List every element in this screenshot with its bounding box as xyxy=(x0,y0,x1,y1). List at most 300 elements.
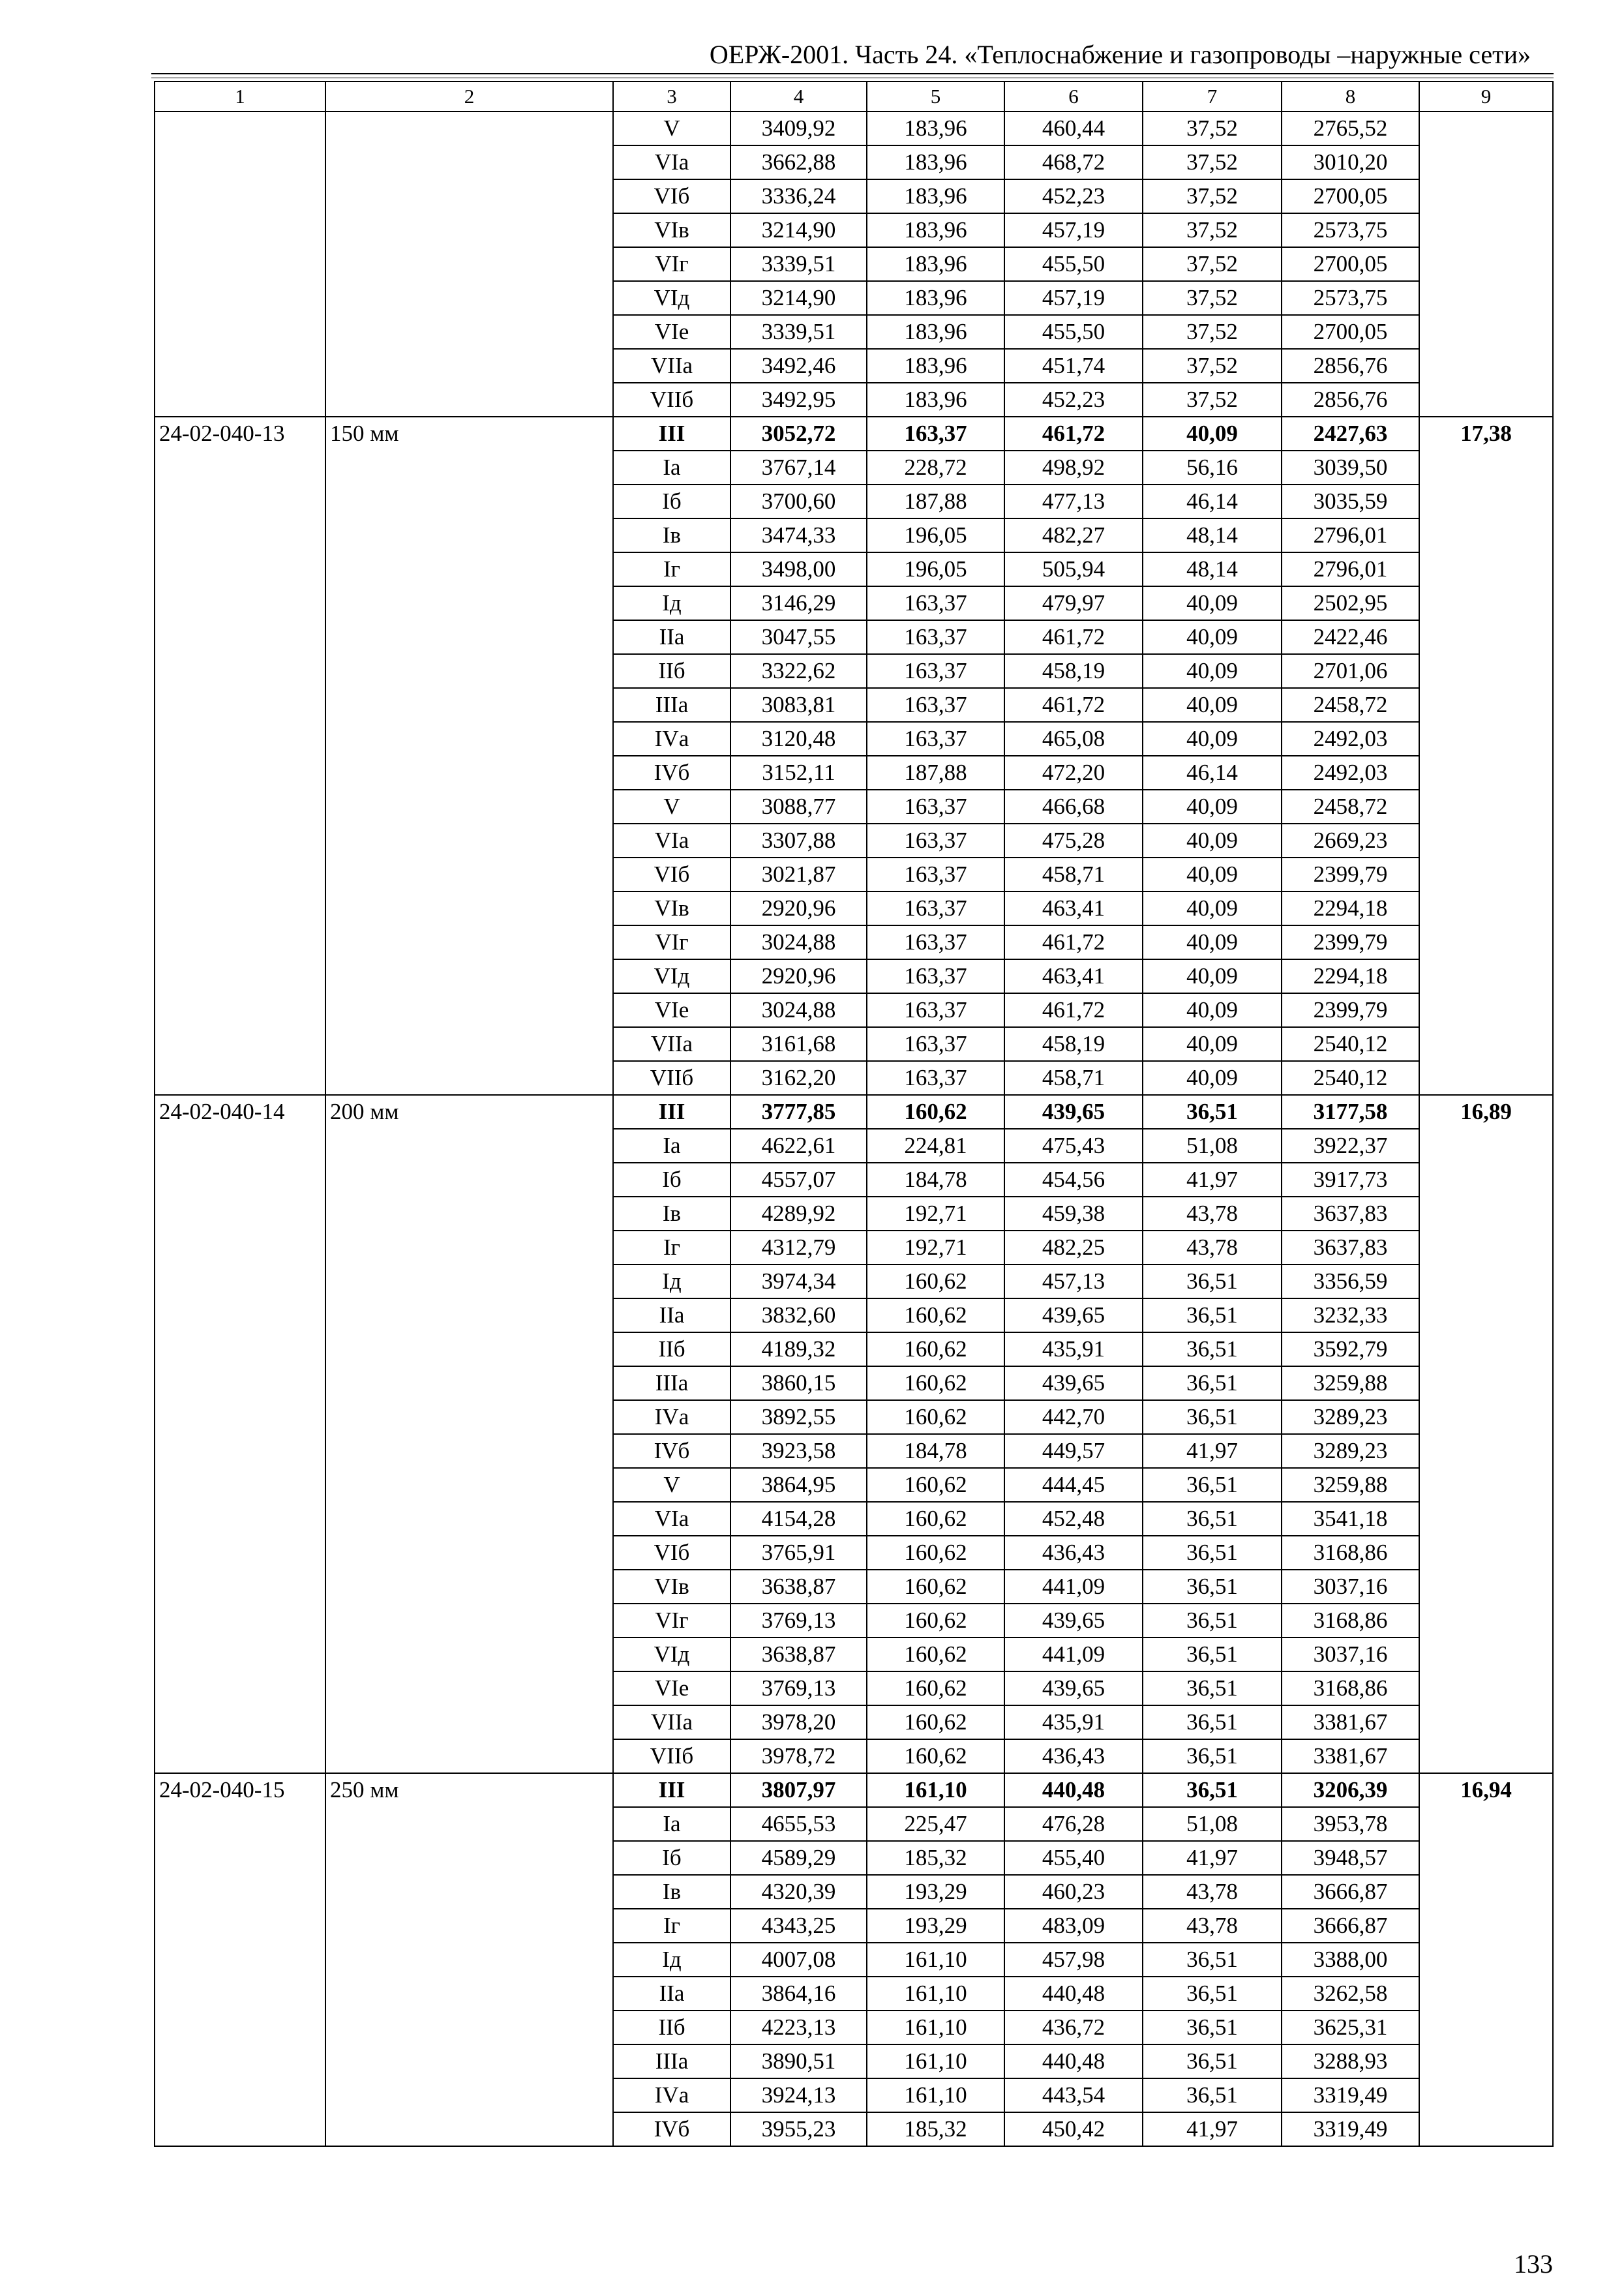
value-cell: 439,65 xyxy=(1004,1298,1143,1332)
value-cell: 3214,90 xyxy=(730,281,867,315)
value-cell: IIIа xyxy=(613,1366,730,1400)
page-header: ОЕРЖ-2001. Часть 24. «Теплоснабжение и газопроводы –наружные сети» xyxy=(709,40,1531,69)
value-cell: 3307,88 xyxy=(730,824,867,858)
value-cell: 457,19 xyxy=(1004,281,1143,315)
value-cell: 3319,49 xyxy=(1282,2112,1419,2146)
value-cell: IIа xyxy=(613,1298,730,1332)
value-cell: 3769,13 xyxy=(730,1671,867,1705)
value-cell: 468,72 xyxy=(1004,145,1143,179)
value-cell: 442,70 xyxy=(1004,1400,1143,1434)
rates-table-container xyxy=(154,81,1552,2147)
value-cell: 3339,51 xyxy=(730,315,867,349)
value-cell: 160,62 xyxy=(867,1570,1004,1604)
value-cell: 160,62 xyxy=(867,1604,1004,1638)
column-number-row xyxy=(155,82,1553,112)
value-cell: 36,51 xyxy=(1143,1400,1282,1434)
value-cell: 3777,85 xyxy=(730,1095,867,1129)
value-cell: 183,96 xyxy=(867,383,1004,417)
value-cell: 3146,29 xyxy=(730,586,867,620)
value-cell: 2856,76 xyxy=(1282,349,1419,383)
value-cell: 452,23 xyxy=(1004,383,1143,417)
value-cell: 184,78 xyxy=(867,1434,1004,1468)
value-cell: 3381,67 xyxy=(1282,1739,1419,1773)
value-cell: Iд xyxy=(613,1264,730,1298)
value-cell: 441,09 xyxy=(1004,1638,1143,1671)
column-number-cell: 7 xyxy=(1143,82,1282,112)
value-cell: III xyxy=(613,1095,730,1129)
value-cell: 2540,12 xyxy=(1282,1027,1419,1061)
value-cell: 439,65 xyxy=(1004,1095,1143,1129)
value-cell: 3088,77 xyxy=(730,790,867,824)
value-cell: 436,43 xyxy=(1004,1536,1143,1570)
value-cell: 163,37 xyxy=(867,824,1004,858)
value-cell: 46,14 xyxy=(1143,485,1282,518)
value-cell: 3381,67 xyxy=(1282,1705,1419,1739)
value-cell: 479,97 xyxy=(1004,586,1143,620)
value-cell: IIIа xyxy=(613,2044,730,2078)
value-cell: 440,48 xyxy=(1004,1773,1143,1807)
value-cell: 193,29 xyxy=(867,1909,1004,1943)
value-cell: VIг xyxy=(613,925,730,959)
value-cell: 2700,05 xyxy=(1282,179,1419,213)
value-cell: 441,09 xyxy=(1004,1570,1143,1604)
value-cell: 3592,79 xyxy=(1282,1332,1419,1366)
value-cell: 183,96 xyxy=(867,349,1004,383)
value-cell: 3922,37 xyxy=(1282,1129,1419,1163)
value-cell: 3924,13 xyxy=(730,2078,867,2112)
value-cell: Iб xyxy=(613,1841,730,1875)
value-cell: 163,37 xyxy=(867,586,1004,620)
value-cell: 36,51 xyxy=(1143,1264,1282,1298)
value-cell: VIб xyxy=(613,179,730,213)
value-cell: 3010,20 xyxy=(1282,145,1419,179)
item-size-cell: 150 мм xyxy=(325,417,613,1095)
value-cell: 196,05 xyxy=(867,518,1004,552)
value-cell: 498,92 xyxy=(1004,451,1143,485)
value-cell: 460,44 xyxy=(1004,112,1143,145)
value-cell: 4622,61 xyxy=(730,1129,867,1163)
table-row xyxy=(155,1095,1553,1129)
value-cell: 3864,16 xyxy=(730,1977,867,2011)
value-cell: 160,62 xyxy=(867,1502,1004,1536)
value-cell: 40,09 xyxy=(1143,824,1282,858)
value-cell: 163,37 xyxy=(867,858,1004,891)
rates-table xyxy=(154,81,1554,2147)
value-cell: 2573,75 xyxy=(1282,213,1419,247)
value-cell: 163,37 xyxy=(867,620,1004,654)
value-cell: 3492,46 xyxy=(730,349,867,383)
value-cell: 163,37 xyxy=(867,417,1004,451)
value-cell: 483,09 xyxy=(1004,1909,1143,1943)
value-cell: 476,28 xyxy=(1004,1807,1143,1841)
value-cell: 3637,83 xyxy=(1282,1197,1419,1231)
value-cell: Iг xyxy=(613,552,730,586)
value-cell: 4557,07 xyxy=(730,1163,867,1197)
value-cell: 455,50 xyxy=(1004,247,1143,281)
value-cell: 36,51 xyxy=(1143,2078,1282,2112)
value-cell: 163,37 xyxy=(867,891,1004,925)
value-cell: VIд xyxy=(613,1638,730,1671)
value-cell: 160,62 xyxy=(867,1739,1004,1773)
value-cell: VIа xyxy=(613,145,730,179)
column9-cell xyxy=(1419,112,1553,417)
value-cell: 183,96 xyxy=(867,145,1004,179)
value-cell: 2399,79 xyxy=(1282,858,1419,891)
value-cell: 37,52 xyxy=(1143,349,1282,383)
value-cell: VIв xyxy=(613,213,730,247)
value-cell: 40,09 xyxy=(1143,891,1282,925)
value-cell: 2492,03 xyxy=(1282,756,1419,790)
value-cell: 3214,90 xyxy=(730,213,867,247)
value-cell: 3356,59 xyxy=(1282,1264,1419,1298)
value-cell: 3860,15 xyxy=(730,1366,867,1400)
value-cell: 3289,23 xyxy=(1282,1434,1419,1468)
value-cell: 452,23 xyxy=(1004,179,1143,213)
value-cell: III xyxy=(613,417,730,451)
value-cell: 3168,86 xyxy=(1282,1604,1419,1638)
value-cell: 160,62 xyxy=(867,1705,1004,1739)
value-cell: 160,62 xyxy=(867,1298,1004,1332)
value-cell: VIе xyxy=(613,993,730,1027)
value-cell: 4289,92 xyxy=(730,1197,867,1231)
value-cell: 440,48 xyxy=(1004,1977,1143,2011)
value-cell: 161,10 xyxy=(867,2078,1004,2112)
value-cell: 163,37 xyxy=(867,993,1004,1027)
value-cell: 163,37 xyxy=(867,1061,1004,1095)
column-number-cell: 6 xyxy=(1004,82,1143,112)
value-cell: 461,72 xyxy=(1004,993,1143,1027)
value-cell: 455,50 xyxy=(1004,315,1143,349)
value-cell: 439,65 xyxy=(1004,1366,1143,1400)
value-cell: 163,37 xyxy=(867,654,1004,688)
value-cell: 482,25 xyxy=(1004,1231,1143,1264)
item-code-cell: 24-02-040-14 xyxy=(155,1095,325,1773)
value-cell: 4343,25 xyxy=(730,1909,867,1943)
value-cell: IIб xyxy=(613,654,730,688)
value-cell: 43,78 xyxy=(1143,1875,1282,1909)
value-cell: 192,71 xyxy=(867,1197,1004,1231)
value-cell: 3024,88 xyxy=(730,993,867,1027)
value-cell: 449,57 xyxy=(1004,1434,1143,1468)
value-cell: 3765,91 xyxy=(730,1536,867,1570)
item-size-cell xyxy=(325,112,613,417)
value-cell: 450,42 xyxy=(1004,2112,1143,2146)
value-cell: 40,09 xyxy=(1143,722,1282,756)
value-cell: 192,71 xyxy=(867,1231,1004,1264)
value-cell: 48,14 xyxy=(1143,552,1282,586)
column-number-cell: 1 xyxy=(155,82,325,112)
value-cell: 37,52 xyxy=(1143,383,1282,417)
value-cell: 2573,75 xyxy=(1282,281,1419,315)
value-cell: V xyxy=(613,1468,730,1502)
value-cell: 3953,78 xyxy=(1282,1807,1419,1841)
value-cell: VIв xyxy=(613,891,730,925)
value-cell: Iд xyxy=(613,1943,730,1977)
value-cell: 3948,57 xyxy=(1282,1841,1419,1875)
column9-cell: 17,38 xyxy=(1419,417,1553,1095)
value-cell: 48,14 xyxy=(1143,518,1282,552)
value-cell: 36,51 xyxy=(1143,1638,1282,1671)
value-cell: 183,96 xyxy=(867,315,1004,349)
value-cell: 459,38 xyxy=(1004,1197,1143,1231)
value-cell: 3262,58 xyxy=(1282,1977,1419,2011)
value-cell: 161,10 xyxy=(867,1977,1004,2011)
value-cell: 461,72 xyxy=(1004,417,1143,451)
value-cell: 3232,33 xyxy=(1282,1298,1419,1332)
value-cell: 457,98 xyxy=(1004,1943,1143,1977)
value-cell: 2399,79 xyxy=(1282,993,1419,1027)
value-cell: 36,51 xyxy=(1143,1671,1282,1705)
value-cell: 187,88 xyxy=(867,756,1004,790)
value-cell: 163,37 xyxy=(867,722,1004,756)
value-cell: 36,51 xyxy=(1143,1705,1282,1739)
value-cell: 4589,29 xyxy=(730,1841,867,1875)
value-cell: 36,51 xyxy=(1143,1570,1282,1604)
value-cell: VIIа xyxy=(613,349,730,383)
value-cell: 37,52 xyxy=(1143,281,1282,315)
value-cell: IVб xyxy=(613,1434,730,1468)
value-cell: 36,51 xyxy=(1143,1739,1282,1773)
column-number-cell: 9 xyxy=(1419,82,1553,112)
value-cell: 3161,68 xyxy=(730,1027,867,1061)
value-cell: 461,72 xyxy=(1004,688,1143,722)
value-cell: 2540,12 xyxy=(1282,1061,1419,1095)
value-cell: 3769,13 xyxy=(730,1604,867,1638)
value-cell: 3168,86 xyxy=(1282,1671,1419,1705)
value-cell: Iд xyxy=(613,586,730,620)
value-cell: 36,51 xyxy=(1143,2044,1282,2078)
column-number-cell: 4 xyxy=(730,82,867,112)
column-number-cell: 8 xyxy=(1282,82,1419,112)
value-cell: VIа xyxy=(613,824,730,858)
value-cell: 2502,95 xyxy=(1282,586,1419,620)
value-cell: 183,96 xyxy=(867,281,1004,315)
value-cell: 2765,52 xyxy=(1282,112,1419,145)
value-cell: IIа xyxy=(613,620,730,654)
value-cell: IVб xyxy=(613,756,730,790)
value-cell: 161,10 xyxy=(867,1943,1004,1977)
value-cell: 4154,28 xyxy=(730,1502,867,1536)
value-cell: 439,65 xyxy=(1004,1671,1143,1705)
value-cell: 2458,72 xyxy=(1282,688,1419,722)
value-cell: 3035,59 xyxy=(1282,485,1419,518)
value-cell: 440,48 xyxy=(1004,2044,1143,2078)
value-cell: 2856,76 xyxy=(1282,383,1419,417)
value-cell: 443,54 xyxy=(1004,2078,1143,2112)
item-code-cell: 24-02-040-15 xyxy=(155,1773,325,2146)
value-cell: 463,41 xyxy=(1004,891,1143,925)
item-code-cell: 24-02-040-13 xyxy=(155,417,325,1095)
value-cell: VIб xyxy=(613,1536,730,1570)
value-cell: 3259,88 xyxy=(1282,1366,1419,1400)
value-cell: V xyxy=(613,112,730,145)
value-cell: Iг xyxy=(613,1231,730,1264)
value-cell: 455,40 xyxy=(1004,1841,1143,1875)
value-cell: 36,51 xyxy=(1143,1468,1282,1502)
value-cell: 2920,96 xyxy=(730,891,867,925)
value-cell: 36,51 xyxy=(1143,1536,1282,1570)
value-cell: 225,47 xyxy=(867,1807,1004,1841)
value-cell: 36,51 xyxy=(1143,1977,1282,2011)
value-cell: VIг xyxy=(613,1604,730,1638)
value-cell: 3498,00 xyxy=(730,552,867,586)
value-cell: 3978,72 xyxy=(730,1739,867,1773)
value-cell: 461,72 xyxy=(1004,620,1143,654)
value-cell: 163,37 xyxy=(867,688,1004,722)
value-cell: IVб xyxy=(613,2112,730,2146)
value-cell: 40,09 xyxy=(1143,620,1282,654)
value-cell: 40,09 xyxy=(1143,925,1282,959)
value-cell: 56,16 xyxy=(1143,451,1282,485)
value-cell: 228,72 xyxy=(867,451,1004,485)
value-cell: 444,45 xyxy=(1004,1468,1143,1502)
value-cell: 40,09 xyxy=(1143,688,1282,722)
value-cell: 4189,32 xyxy=(730,1332,867,1366)
value-cell: 3541,18 xyxy=(1282,1502,1419,1536)
value-cell: 43,78 xyxy=(1143,1197,1282,1231)
value-cell: Iа xyxy=(613,1129,730,1163)
value-cell: 3767,14 xyxy=(730,451,867,485)
value-cell: Iг xyxy=(613,1909,730,1943)
value-cell: 2700,05 xyxy=(1282,315,1419,349)
value-cell: 2669,23 xyxy=(1282,824,1419,858)
value-cell: VIIб xyxy=(613,1061,730,1095)
value-cell: 2422,46 xyxy=(1282,620,1419,654)
value-cell: 51,08 xyxy=(1143,1129,1282,1163)
value-cell: 37,52 xyxy=(1143,247,1282,281)
value-cell: 37,52 xyxy=(1143,145,1282,179)
value-cell: VIв xyxy=(613,1570,730,1604)
value-cell: 184,78 xyxy=(867,1163,1004,1197)
value-cell: 40,09 xyxy=(1143,586,1282,620)
value-cell: 458,71 xyxy=(1004,1061,1143,1095)
value-cell: 2700,05 xyxy=(1282,247,1419,281)
value-cell: 36,51 xyxy=(1143,1604,1282,1638)
value-cell: IIб xyxy=(613,1332,730,1366)
value-cell: 37,52 xyxy=(1143,213,1282,247)
value-cell: 36,51 xyxy=(1143,1773,1282,1807)
header-rule xyxy=(151,73,1554,74)
value-cell: 3974,34 xyxy=(730,1264,867,1298)
value-cell: 436,72 xyxy=(1004,2011,1143,2044)
value-cell: 193,29 xyxy=(867,1875,1004,1909)
value-cell: 160,62 xyxy=(867,1638,1004,1671)
value-cell: 4655,53 xyxy=(730,1807,867,1841)
column-number-cell: 3 xyxy=(613,82,730,112)
value-cell: 3492,95 xyxy=(730,383,867,417)
value-cell: 3807,97 xyxy=(730,1773,867,1807)
value-cell: 40,09 xyxy=(1143,959,1282,993)
column-number-cell: 5 xyxy=(867,82,1004,112)
value-cell: 161,10 xyxy=(867,2011,1004,2044)
value-cell: 3336,24 xyxy=(730,179,867,213)
value-cell: 3892,55 xyxy=(730,1400,867,1434)
value-cell: 482,27 xyxy=(1004,518,1143,552)
value-cell: 457,13 xyxy=(1004,1264,1143,1298)
value-cell: 163,37 xyxy=(867,925,1004,959)
value-cell: 163,37 xyxy=(867,1027,1004,1061)
value-cell: 41,97 xyxy=(1143,1163,1282,1197)
value-cell: 3047,55 xyxy=(730,620,867,654)
value-cell: VIIа xyxy=(613,1027,730,1061)
value-cell: 36,51 xyxy=(1143,2011,1282,2044)
table-row xyxy=(155,1773,1553,1807)
value-cell: 36,51 xyxy=(1143,1502,1282,1536)
value-cell: 3162,20 xyxy=(730,1061,867,1095)
value-cell: 3666,87 xyxy=(1282,1909,1419,1943)
value-cell: 36,51 xyxy=(1143,1366,1282,1400)
value-cell: 36,51 xyxy=(1143,1332,1282,1366)
value-cell: 37,52 xyxy=(1143,315,1282,349)
value-cell: 3177,58 xyxy=(1282,1095,1419,1129)
value-cell: 3700,60 xyxy=(730,485,867,518)
value-cell: 463,41 xyxy=(1004,959,1143,993)
value-cell: VIг xyxy=(613,247,730,281)
value-cell: 40,09 xyxy=(1143,654,1282,688)
value-cell: 3474,33 xyxy=(730,518,867,552)
value-cell: VIе xyxy=(613,315,730,349)
value-cell: 3024,88 xyxy=(730,925,867,959)
value-cell: 4007,08 xyxy=(730,1943,867,1977)
value-cell: 40,09 xyxy=(1143,1027,1282,1061)
value-cell: 458,71 xyxy=(1004,858,1143,891)
value-cell: 183,96 xyxy=(867,112,1004,145)
value-cell: 452,48 xyxy=(1004,1502,1143,1536)
table-row xyxy=(155,417,1553,451)
value-cell: Iб xyxy=(613,1163,730,1197)
value-cell: 454,56 xyxy=(1004,1163,1143,1197)
value-cell: 475,43 xyxy=(1004,1129,1143,1163)
value-cell: VIIб xyxy=(613,383,730,417)
item-size-cell: 250 мм xyxy=(325,1773,613,2146)
value-cell: 3339,51 xyxy=(730,247,867,281)
value-cell: 41,97 xyxy=(1143,1434,1282,1468)
value-cell: 37,52 xyxy=(1143,179,1282,213)
value-cell: 477,13 xyxy=(1004,485,1143,518)
item-code-cell xyxy=(155,112,325,417)
column9-cell: 16,94 xyxy=(1419,1773,1553,2146)
value-cell: 3152,11 xyxy=(730,756,867,790)
value-cell: 3955,23 xyxy=(730,2112,867,2146)
value-cell: 36,51 xyxy=(1143,1095,1282,1129)
value-cell: 2294,18 xyxy=(1282,891,1419,925)
value-cell: 3319,49 xyxy=(1282,2078,1419,2112)
value-cell: III xyxy=(613,1773,730,1807)
value-cell: 3120,48 xyxy=(730,722,867,756)
value-cell: 185,32 xyxy=(867,2112,1004,2146)
value-cell: 160,62 xyxy=(867,1671,1004,1705)
value-cell: 458,19 xyxy=(1004,654,1143,688)
value-cell: 3388,00 xyxy=(1282,1943,1419,1977)
value-cell: 439,65 xyxy=(1004,1604,1143,1638)
value-cell: 160,62 xyxy=(867,1264,1004,1298)
value-cell: 3923,58 xyxy=(730,1434,867,1468)
value-cell: 2701,06 xyxy=(1282,654,1419,688)
value-cell: 457,19 xyxy=(1004,213,1143,247)
value-cell: VIд xyxy=(613,281,730,315)
value-cell: 3638,87 xyxy=(730,1570,867,1604)
value-cell: 436,43 xyxy=(1004,1739,1143,1773)
value-cell: Iв xyxy=(613,1197,730,1231)
value-cell: V xyxy=(613,790,730,824)
value-cell: 51,08 xyxy=(1143,1807,1282,1841)
value-cell: 43,78 xyxy=(1143,1231,1282,1264)
column9-cell: 16,89 xyxy=(1419,1095,1553,1773)
value-cell: 3864,95 xyxy=(730,1468,867,1502)
value-cell: 40,09 xyxy=(1143,993,1282,1027)
value-cell: 3037,16 xyxy=(1282,1638,1419,1671)
value-cell: 41,97 xyxy=(1143,1841,1282,1875)
